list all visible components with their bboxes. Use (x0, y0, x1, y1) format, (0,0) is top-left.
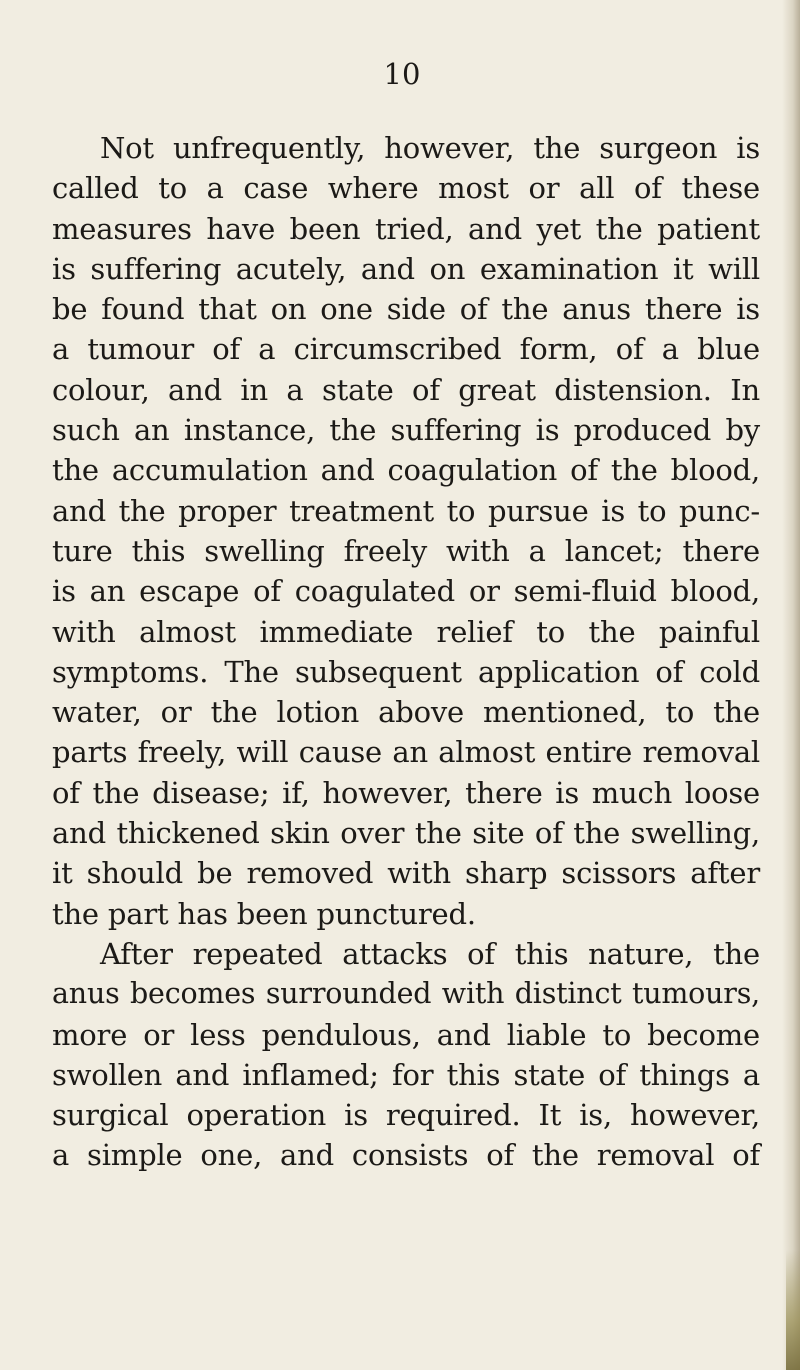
text-line: is suffering acutely, and on examination it will (52, 251, 760, 286)
text-line: and the proper treatment to pursue is to punc- (52, 493, 760, 528)
text-line: of the disease; if, however, there is much loose (52, 775, 760, 810)
text-line: with almost immediate relief to the painful (52, 614, 760, 649)
text-line: is an escape of coagulated or semi-fluid blood, (52, 574, 760, 609)
body-text (52, 128, 760, 1176)
text-line: more or less pendulous, and liable to become (52, 1017, 760, 1052)
text-line: called to a case where most or all of these (52, 171, 760, 206)
page-number: 10 (383, 57, 421, 91)
text-line: and thickened skin over the site of the swelling, (52, 816, 760, 851)
page-edge-shadow (782, 0, 800, 1370)
text-line: such an instance, the suffering is produced by (52, 413, 760, 448)
text-line: the part has been punctured. (52, 896, 476, 931)
text-line: it should be removed with sharp scissors after (52, 856, 760, 891)
text-line: anus becomes surrounded with distinct tumours, (52, 977, 760, 1011)
text-line: swollen and inflamed; for this state of things a (52, 1057, 760, 1092)
text-line: measures have been tried, and yet the patient (52, 211, 760, 246)
text-line: a simple one, and consists of the removal of (52, 1138, 760, 1173)
text-line: surgical operation is required. It is, however, (52, 1098, 760, 1133)
text-line: water, or the lotion above mentioned, to the (52, 695, 760, 730)
text-line: symptoms. The subsequent application of cold (52, 654, 760, 689)
text-line: colour, and in a state of great distension. In (52, 372, 760, 407)
text-line: the accumulation and coagulation of the blood, (52, 453, 760, 488)
page-edge-stain (786, 1250, 800, 1370)
text-line: Not unfrequently, however, the surgeon is (100, 131, 760, 165)
text-line: After repeated attacks of this nature, the (100, 936, 760, 971)
text-line: parts freely, will cause an almost entire removal (52, 735, 760, 770)
text-line: be found that on one side of the anus there is (52, 292, 760, 327)
text-line: ture this swelling freely with a lancet; there (52, 533, 760, 568)
text-line: a tumour of a circumscribed form, of a blue (52, 332, 760, 367)
